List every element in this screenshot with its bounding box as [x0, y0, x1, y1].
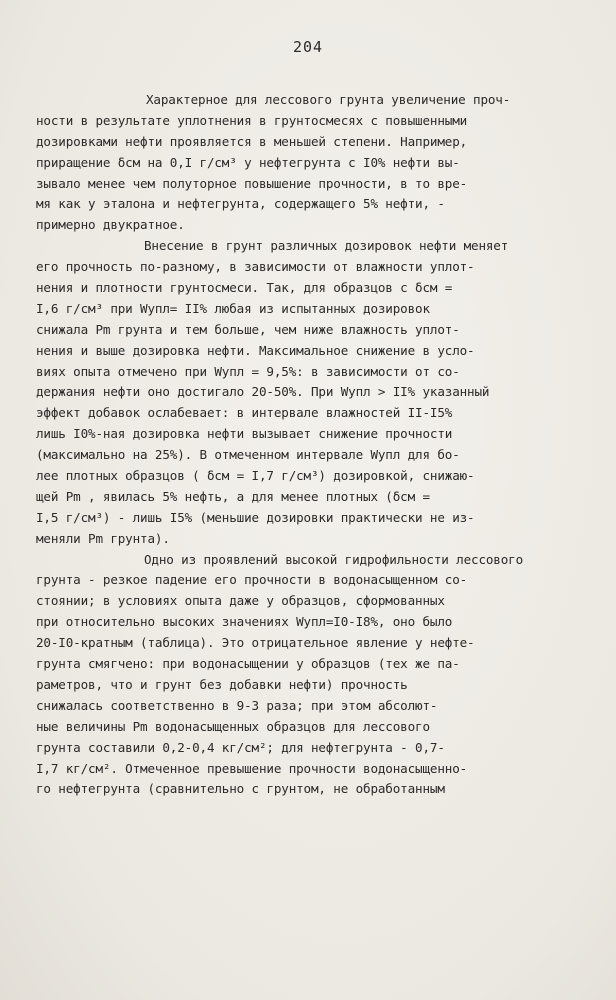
text-line: его прочность по-разному, в зависимости от влажности уплот- — [36, 259, 475, 275]
text-line: меняли Pm грунта). — [36, 530, 170, 546]
text-line: грунта смягчено: при водонасыщении у образцов (тех же па- — [36, 656, 460, 672]
text-line: раметров, что и грунт без добавки нефти) прочность — [36, 676, 408, 692]
text-line: 20-I0-кратным (таблица). Это отрицательное явление у нефте- — [36, 635, 475, 651]
text-line: го нефтегрунта (сравнительно с грунтом, не обработанным — [36, 781, 445, 797]
text-line: снижалась соответственно в 9-3 раза; при этом абсолют- — [36, 697, 438, 713]
text-line: приращение δсм на 0,I г/см³ у нефтегрунта с I0% нефти вы- — [36, 154, 460, 170]
text-line: виях опыта отмечено при Wупл = 9,5%: в зависимости от со- — [36, 363, 460, 379]
text-line: лишь I0%-ная дозировка нефти вызывает снижение прочности — [36, 426, 453, 442]
text-line: стоянии; в условиях опыта даже у образцов, сформованных — [36, 593, 445, 609]
text-line: грунта - резкое падение его прочности в водонасыщенном со- — [36, 572, 468, 588]
text-line: щей Pm , явилась 5% нефть, а для менее плотных (δсм = — [36, 488, 430, 504]
text-line: лее плотных образцов ( δсм = I,7 г/см³) дозировкой, снижаю- — [36, 468, 475, 484]
text-line: ные величины Pm водонасыщенных образцов для лессового — [36, 718, 430, 734]
text-line: (максимально на 25%). В отмеченном интервале Wупл для бо- — [36, 447, 460, 463]
text-line: примерно двукратное. — [36, 217, 185, 233]
text-line: при относительно высоких значениях Wупл=I0-I8%, оно было — [36, 614, 453, 630]
body-text — [36, 90, 602, 800]
text-line: I,5 г/см³) - лишь I5% (меньшие дозировки практически не из- — [36, 509, 475, 525]
text-line: эффект добавок ослабевает: в интервале влажностей II-I5% — [36, 405, 453, 421]
text-line: Одно из проявлений высокой гидрофильности лессового — [144, 551, 524, 567]
text-line: I,7 кг/см². Отмеченное превышение прочности водонасыщенно- — [36, 760, 468, 776]
text-line: дозировками нефти проявляется в меньшей степени. Например, — [36, 133, 468, 149]
text-line: грунта составили 0,2-0,4 кг/см²; для нефтегрунта - 0,7- — [36, 739, 445, 755]
text-line: Характерное для лессового грунта увеличение проч- — [146, 92, 511, 107]
text-line: мя как у эталона и нефтегрунта, содержащего 5% нефти, - — [36, 196, 445, 212]
text-line: I,6 г/см³ при Wупл= II% любая из испытанных дозировок — [36, 300, 430, 316]
text-line: держания нефти оно достигало 20-50%. При Wупл > II% указанный — [36, 384, 490, 400]
page-number: 204 — [292, 38, 324, 56]
text-line: нения и выше дозировка нефти. Максимальное снижение в усло- — [36, 342, 475, 358]
text-line: Внесение в грунт различных дозировок нефти меняет — [144, 238, 509, 254]
text-line: зывало менее чем полуторное повышение прочности, в то вре- — [36, 175, 468, 191]
text-line: нения и плотности грунтосмеси. Так, для образцов с δсм = — [36, 280, 453, 296]
text-line: снижала Pm грунта и тем больше, чем ниже влажность уплот- — [36, 321, 460, 337]
text-line: ности в результате уплотнения в грунтосмесях с повышенными — [36, 112, 468, 128]
